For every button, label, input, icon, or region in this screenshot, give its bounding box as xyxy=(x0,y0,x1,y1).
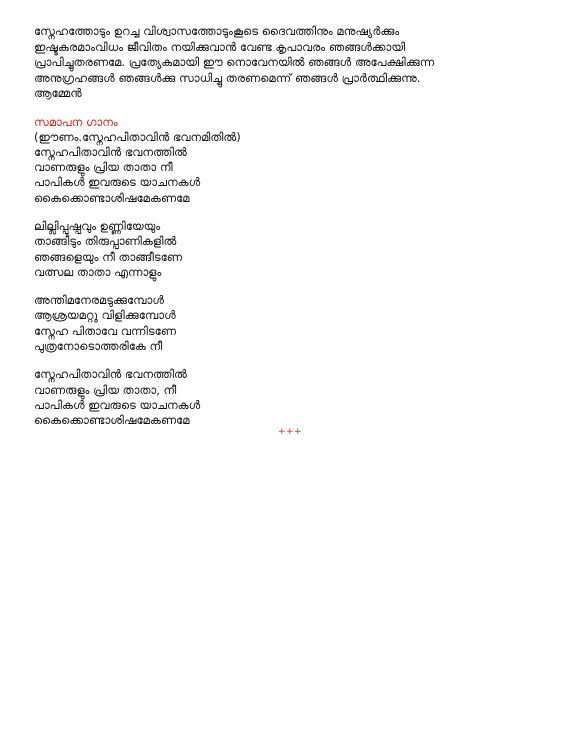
hymn-line: വത്സല താതാ എന്നാളും xyxy=(34,264,162,279)
prayer-amen: ആമ്മേൻ xyxy=(34,86,82,100)
hymn-line: പാപികൾ ഇവരുടെ യാചനകൾ xyxy=(34,397,201,412)
end-of-section-mark: +++ xyxy=(277,427,303,437)
document-page xyxy=(34,24,550,442)
hymn-line: പുത്രനോടൊത്തരികേ നീ xyxy=(34,339,163,354)
hymn-line: വാണരുളും പ്രിയ താതാ, നീ xyxy=(34,382,177,397)
prayer-line: സ്നേഹത്തോടും ഉറച്ച വിശ്വാസത്തോടുംകൂടെ ദൈവത്തിനും മനുഷ്യർക്കും xyxy=(34,24,400,38)
hymn-line: ആശ്രയമറ്റു വിളിക്കുമ്പോൾ xyxy=(34,308,176,323)
hymn-stanza xyxy=(34,130,550,206)
hymn-line: അന്തിമനേരമടുക്കുമ്പോൾ xyxy=(34,293,164,308)
prayer-line: അനുഗ്രഹങ്ങൾ ഞങ്ങൾക്കു സാധിച്ചു തരണമെന്ന് ഞങ്ങൾ പ്രാർത്ഥിക്കുന്നു. xyxy=(34,70,421,85)
hymn-stanza xyxy=(34,219,550,280)
hymn-stanza xyxy=(34,367,550,428)
closing-hymn-title: സമാപന ഗാനം xyxy=(34,114,118,129)
hymn-line: കൈക്കൊണ്ടാശിഷമേകണമേ xyxy=(34,413,190,428)
hymn-stanza xyxy=(34,293,550,354)
prayer-paragraph xyxy=(34,24,550,102)
hymn-line: ഞങ്ങളെയും നീ താങ്ങീടണേ xyxy=(34,249,182,264)
hymn-line: താങ്ങിടും തിരുപ്പാണികളിൽ xyxy=(34,234,177,249)
hymn-line: കൈക്കൊണ്ടാശിഷമേകണമേ xyxy=(34,190,190,205)
hymn-line: ലില്ലിപ്പുഷ്പവും ഉണ്ണിയേയും xyxy=(34,218,161,233)
hymn-line: സ്നേഹപിതാവിൻ ഭവനത്തിൽ xyxy=(34,367,187,382)
hymn-line: വാണരുളും പ്രിയ താതാ നീ xyxy=(34,160,173,175)
closing-hymn xyxy=(34,130,550,429)
hymn-line: സ്നേഹ പിതാവേ വന്നിടണേ xyxy=(34,323,177,338)
prayer-line: ഇഷ്ടകരമാംവിധം ജീവിതം നയിക്കുവാൻ വേണ്ട കൃപാവരം ഞങ്ങൾക്കായി xyxy=(34,39,406,54)
hymn-line: സ്നേഹപിതാവിൻ ഭവനത്തിൽ xyxy=(34,144,187,159)
hymn-line: പാപികൾ ഇവരുടെ യാചനകൾ xyxy=(34,175,201,190)
hymn-tune-note: (ഈണം.സ്നേഹപിതാവിൻ ഭവനമിതിൽ) xyxy=(34,129,241,144)
prayer-line: പ്രാപിച്ചുതരണമേ. പ്രത്യേകമായി ഈ നൊവേനയിൽ ഞങ്ങൾ അപേക്ഷിക്കുന്ന xyxy=(34,55,435,69)
